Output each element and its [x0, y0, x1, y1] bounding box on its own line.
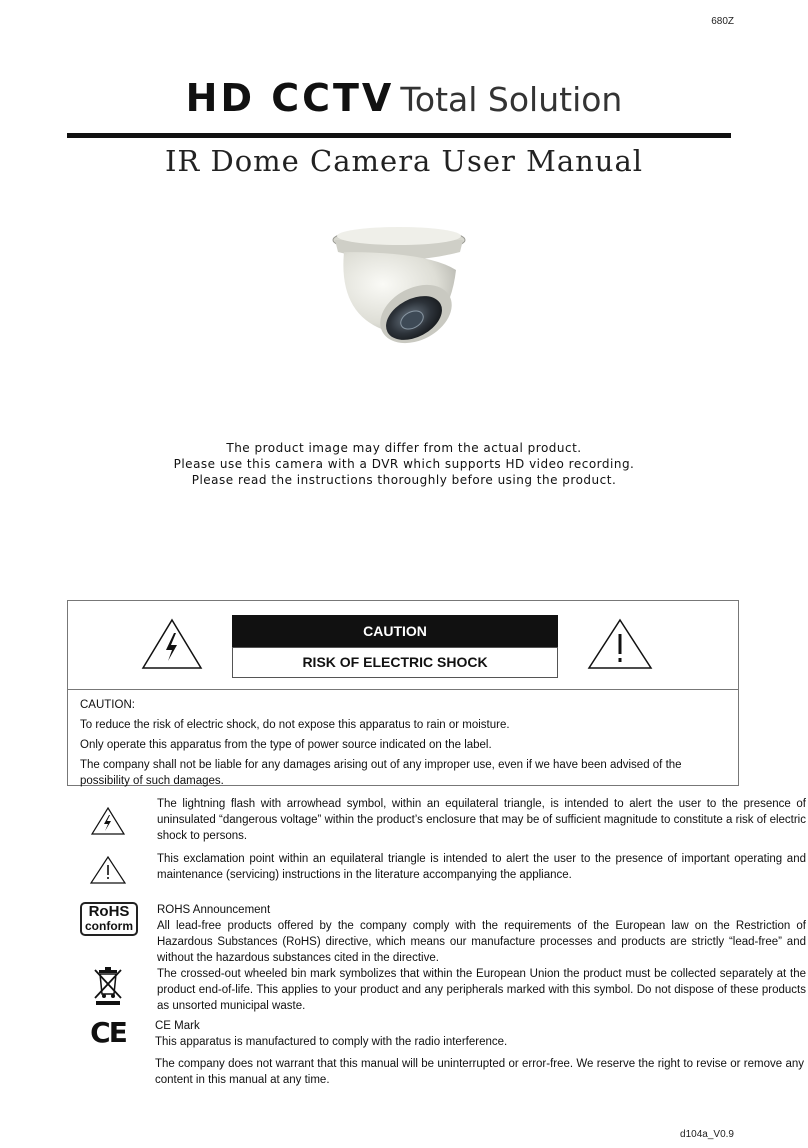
ce-symbol	[80, 1016, 136, 1049]
exclamation-warning-icon	[586, 617, 654, 671]
exclamation-icon	[89, 855, 127, 885]
header-rule	[67, 133, 731, 138]
document-title: IR Dome Camera User Manual	[164, 144, 644, 178]
caution-heading: CAUTION	[232, 615, 558, 647]
caution-label: CAUTION:	[80, 699, 135, 711]
rohs-icon: RoHS conform	[80, 902, 138, 936]
shock-heading: RISK OF ELECTRIC SHOCK	[232, 647, 558, 678]
caution-header-area	[68, 601, 738, 690]
caution-text	[80, 697, 728, 793]
brand-tagline: Total Solution	[400, 80, 623, 119]
brand-name: HD CCTV	[185, 76, 395, 120]
caution-line: The company shall not be liable for any damages arising out of any improper use, even if we have been advised of the possibility of such damages.	[80, 759, 682, 787]
exclamation-description: This exclamation point within an equilateral triangle is intended to alert the user to the presence of important operating and maintenance (servicing) instructions in the literature accompanying the appliance.	[157, 853, 806, 881]
lightning-description: The lightning flash with arrowhead symbol, within an equilateral triangle, is intended to alert the user to the presence of uninsulated “dangerous voltage” within the product’s enclosure that may be of sufficient magnitude to constitute a risk of electric shock to persons.	[157, 798, 806, 842]
weee-symbol	[80, 964, 136, 1011]
lightning-warning-icon	[140, 617, 204, 671]
note-line: The product image may differ from the actual product.	[226, 441, 582, 455]
caution-line: To reduce the risk of electric shock, do not expose this apparatus to rain or moisture.	[80, 719, 510, 731]
exclamation-symbol	[80, 855, 136, 890]
crossed-bin-icon	[91, 964, 125, 1006]
document-version: d104a_V0.9	[680, 1129, 734, 1140]
model-code: 680Z	[711, 16, 734, 27]
caution-box	[67, 600, 739, 786]
caution-line: Only operate this apparatus from the type of power source indicated on the label.	[80, 739, 492, 751]
ce-title: CE Mark	[155, 1020, 200, 1032]
rohs-symbol	[80, 902, 136, 936]
lightning-icon	[90, 806, 126, 836]
notes	[0, 440, 808, 488]
camera-image	[328, 222, 470, 354]
lightning-symbol	[80, 806, 136, 841]
rohs-title: ROHS Announcement	[157, 904, 271, 916]
weee-description: The crossed-out wheeled bin mark symbolizes that within the European Union the product must be collected separately at the product end-of-life. This applies to your product and any peripherals marked with this symbol. Do not dispose of these products as unsorted municipal waste.	[157, 968, 806, 1012]
ce-mark-icon: CE	[90, 1016, 126, 1049]
warranty-text: The company does not warrant that this manual will be uninterrupted or error-free. We reserve the right to revise or remove any content in this manual at any time.	[155, 1058, 804, 1086]
rohs-description: ROHS Announcement All lead-free products offered by the company comply with the requirements of the European law on the Restriction of Hazardous Substances (RoHS) directive, which means our manufacture processes and products are strictly “lead-free” and without the hazardous substances cited in the directive.	[157, 904, 806, 964]
ce-description: CE Mark This apparatus is manufactured to comply with the radio interference. The company does not warrant that this manual will be uninterrupted or error-free. We reserve the right to revise or remove any content in this manual at any time.	[155, 1020, 804, 1086]
brand-logo	[0, 76, 808, 120]
note-line: Please use this camera with a DVR which supports HD video recording.	[173, 457, 635, 471]
note-line: Please read the instructions thoroughly before using the product.	[191, 473, 617, 487]
